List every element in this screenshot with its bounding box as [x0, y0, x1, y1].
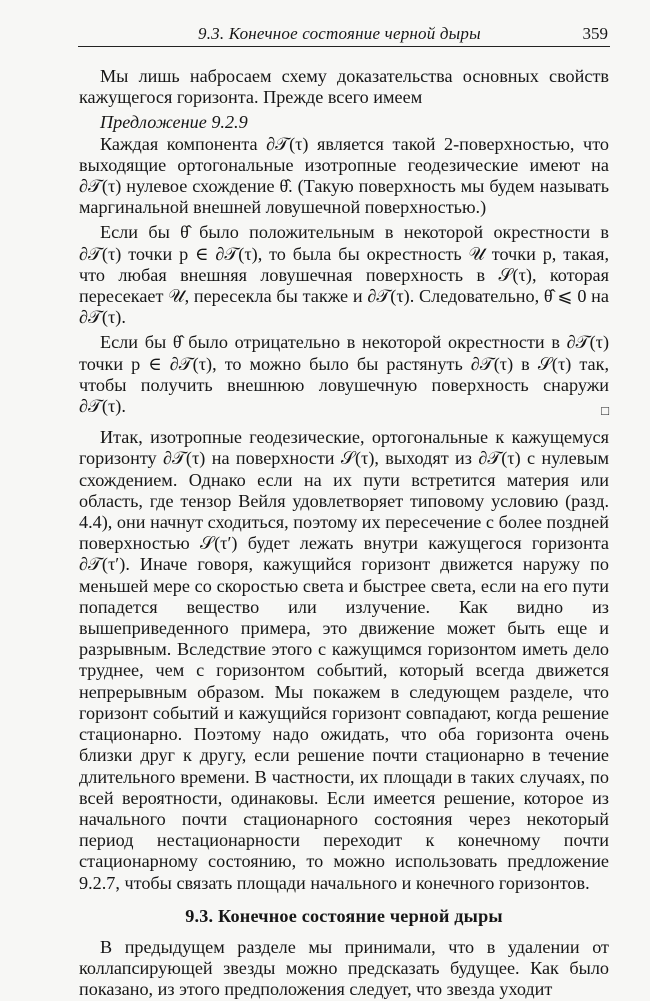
- proof-paragraph-2: [79, 332, 609, 417]
- page-number: 359: [582, 24, 608, 43]
- proof-paragraph-2-text: Если бы θ̂ было отрицательно в некоторой окрестности в ∂𝒯(τ) точки p ∈ ∂𝒯(τ), то можно было бы растянуть ∂𝒯(τ) в 𝒮(τ) так, чтобы получить внешнюю ловушечную поверхность снаружи ∂𝒯(τ).: [79, 332, 609, 417]
- proposition-statement: Каждая компонента ∂𝒯(τ) является такой 2-поверхностью, что выходящие ортогональные изотропные геодезические имеют на ∂𝒯(τ) нулевое схождение θ̂. (Такую поверхность мы будем называть маргинальной внешней ловушечной поверхностью.): [79, 133, 609, 218]
- discussion-paragraph: Итак, изотропные геодезические, ортогональные к кажущемуся горизонту ∂𝒯(τ) на поверхности 𝒮(τ), выходят из ∂𝒯(τ) с нулевым схождением. Однако если на их пути встретится материя или область, где тензор Вейля удовлетворяет типовому условию (разд. 4.4), они начнут сходиться, поэтому их пересечение с более поздней поверхностью 𝒮(τ′) будет лежать внутри кажущегося горизонта ∂𝒯(τ′). Иначе говоря, кажущийся горизонт движется наружу по меньшей мере со скоростью света и быстрее света, если на его пути попадется вещество или излучение. Как видно из вышеприведенного примера, это движение может быть еще и разрывным. Вследствие этого с кажущимся горизонтом иметь дело труднее, чем с горизонтом событий, который всегда движется непрерывным образом. Мы покажем в следующем разделе, что горизонт событий и кажущийся горизонт совпадают, когда решение стационарно. Поэтому надо ожидать, что оба горизонта очень близки друг к другу, если решение почти стационарно в течение длительного времени. В частности, их площади в таких случаях, по всей вероятности, одинаковы. Если имеется решение, которое из начального почти стационарного состояния через некоторый период нестационарности переходит к конечному почти стационарному состоянию, то можно использовать предложение 9.2.7, чтобы связать площади начального и конечного горизонтов.: [79, 427, 609, 893]
- running-head: [78, 24, 610, 47]
- proposition-title: Предложение 9.2.9: [100, 112, 248, 133]
- proof-paragraph-1: Если бы θ̂ было положительным в некоторой окрестности в ∂𝒯(τ) точки p ∈ ∂𝒯(τ), то была бы окрестность 𝒰 точки p, такая, что любая внешняя ловушечная поверхность в 𝒮(τ), которая пересекает 𝒰, пересекла бы также и ∂𝒯(τ). Следовательно, θ̂ ⩽ 0 на ∂𝒯(τ).: [79, 222, 609, 328]
- section-heading: 9.3. Конечное состояние черной дыры: [185, 905, 503, 926]
- body-text: [79, 66, 609, 1001]
- running-title: 9.3. Конечное состояние черной дыры: [198, 24, 481, 43]
- section-paragraph: В предыдущем разделе мы принимали, что в удалении от коллапсирующей звезды можно предсказать будущее. Как было показано, из этого предположения следует, что звезда уходит: [79, 936, 609, 1000]
- paragraph-intro: Мы лишь набросаем схему доказательства основных свойств кажущегося горизонта. Прежде всего имеем: [79, 66, 609, 108]
- qed-mark: □: [601, 403, 609, 419]
